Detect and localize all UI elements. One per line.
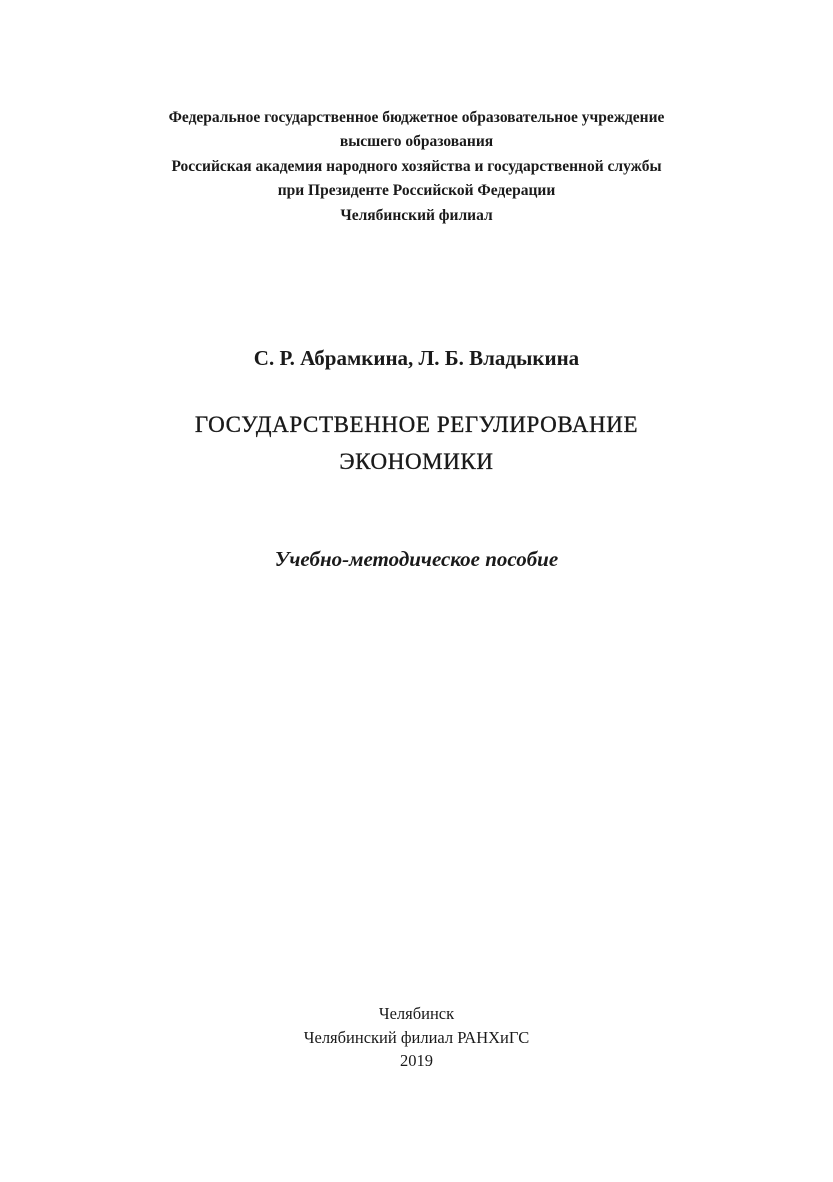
institution-line-3: Российская академия народного хозяйства и государственной службы	[171, 158, 662, 175]
imprint-publisher: Челябинский филиал РАНХиГС	[303, 1028, 530, 1047]
imprint-city: Челябинск	[378, 1004, 455, 1023]
institution-branch: Челябинский филиал	[340, 207, 493, 224]
institution-line-2: высшего образования	[339, 133, 494, 150]
institution-line-1: Федеральное государственное бюджетное образовательное учреждение	[168, 109, 665, 126]
institution-line-4: при Президенте Российской Федерации	[277, 182, 556, 199]
book-subtitle: Учебно-методическое пособие	[274, 547, 559, 571]
book-title-line-2: ЭКОНОМИКИ	[339, 449, 494, 474]
authors: С. Р. Абрамкина, Л. Б. Владыкина	[253, 346, 580, 370]
book-title-line-1: ГОСУДАРСТВЕННОЕ РЕГУЛИРОВАНИЕ	[194, 412, 639, 437]
imprint-year: 2019	[400, 1051, 433, 1070]
